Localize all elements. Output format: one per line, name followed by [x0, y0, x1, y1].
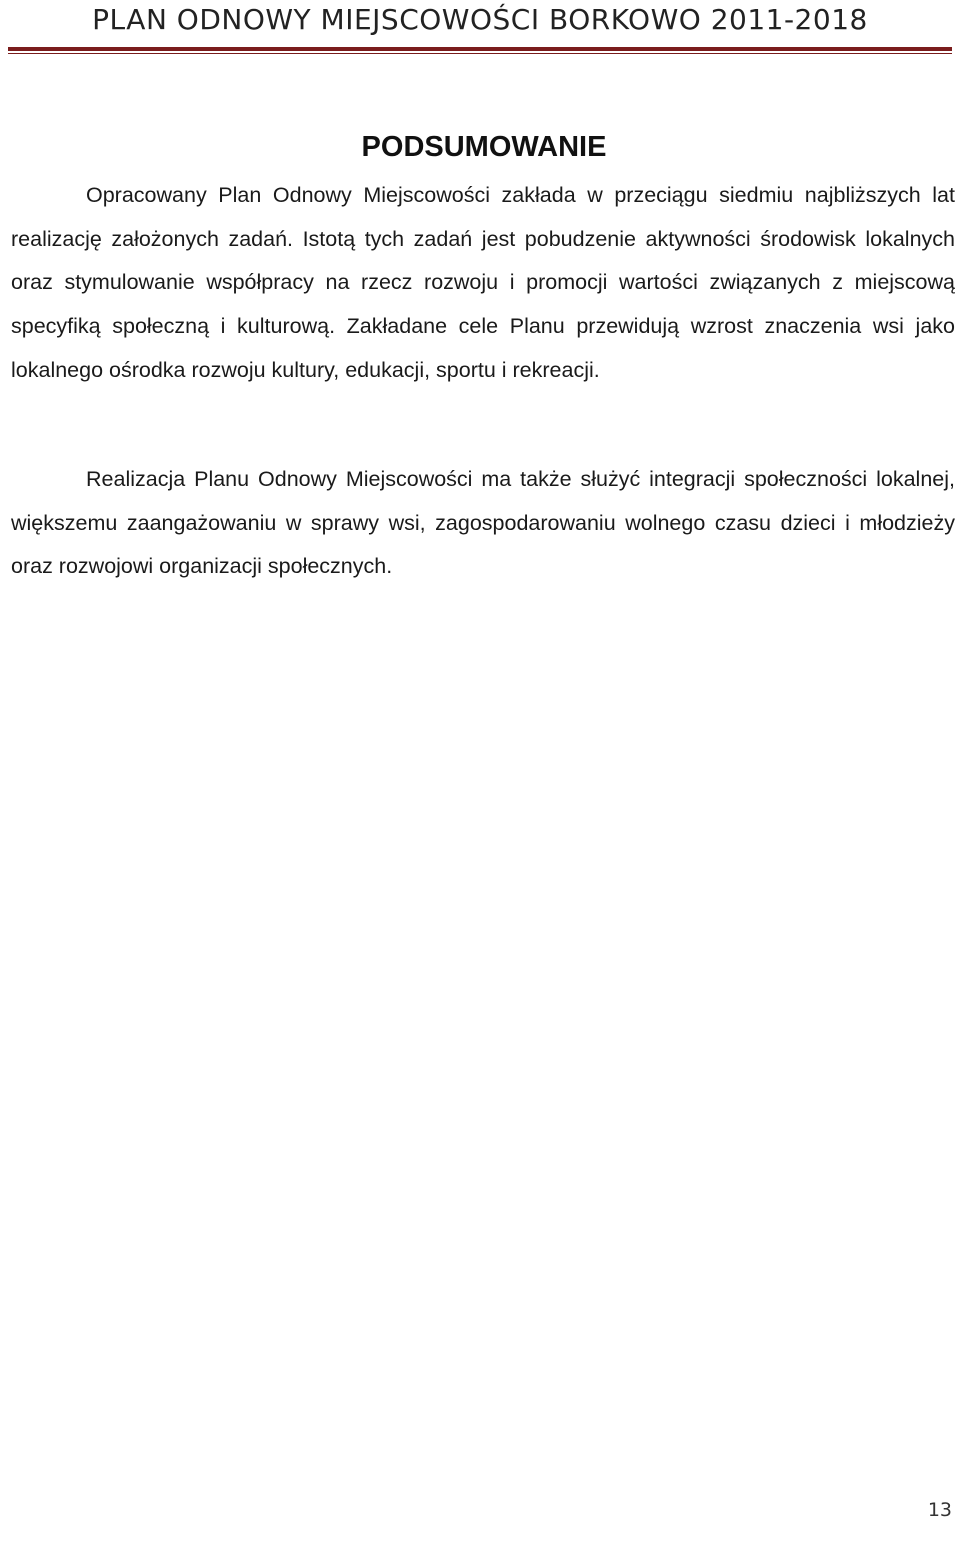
header-rule-thick — [8, 47, 952, 51]
page-number: 13 — [927, 1499, 952, 1521]
header-rule-thin — [8, 53, 952, 54]
page-title: PODSUMOWANIE — [361, 131, 607, 163]
paragraph-text: Realizacja Planu Odnowy Miejscowości ma także służyć integracji społeczności lokalnej, większemu zaangażowaniu w sprawy wsi, zagospodarowaniu wolnego czasu dzieci i młodzieży oraz rozwojowi organizacji społecznych. — [11, 467, 955, 579]
paragraph-summary — [11, 174, 955, 393]
paragraph-integration — [11, 458, 955, 589]
paragraph-text: Opracowany Plan Odnowy Miejscowości zakłada w przeciągu siedmiu najbliższych lat realizację założonych zadań. Istotą tych zadań jest pobudzenie aktywności środowisk lokalnych oraz stymulowanie współpracy na rzecz rozwoju i promocji wartości związanych z miejscową specyfiką społeczną i kulturową. Zakładane cele Planu przewidują wzrost znaczenia wsi jako lokalnego ośrodka rozwoju kultury, edukacji, sportu i rekreacji. — [11, 183, 955, 382]
running-header: PLAN ODNOWY MIEJSCOWOŚCI BORKOWO 2011-2018 — [92, 3, 868, 36]
